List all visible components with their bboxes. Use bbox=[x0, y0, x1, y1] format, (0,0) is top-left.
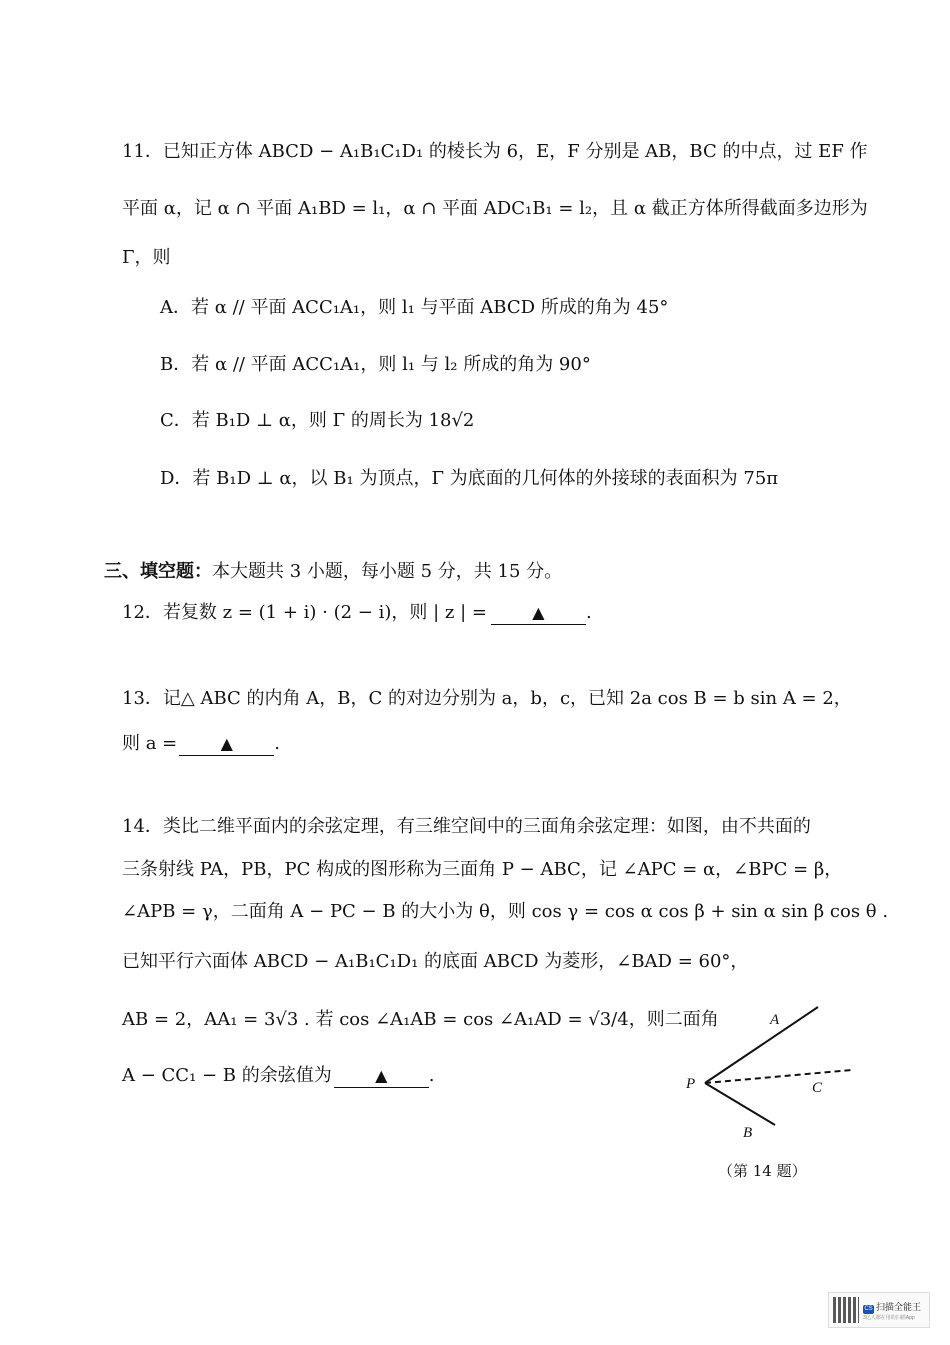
q13-line2 bbox=[122, 732, 280, 756]
section3-desc: 本大题共 3 小题，每小题 5 分，共 15 分。 bbox=[212, 561, 563, 582]
ray-pa bbox=[705, 1007, 818, 1083]
q14-end: . bbox=[428, 1065, 435, 1086]
figure-caption: （第 14 题） bbox=[718, 1162, 807, 1180]
q14-line1: 14．类比二维平面内的余弦定理，有三维空间中的三面角余弦定理：如图，由不共面的 bbox=[122, 816, 811, 837]
section3-heading: 三、填空题： bbox=[104, 561, 212, 582]
q14-line3: ∠APB = γ，二面角 A − PC − B 的大小为 θ，则 cos γ = cos α cos β + sin α sin β cos θ . bbox=[122, 901, 889, 922]
q14-prefix: A − CC₁ − B 的余弦值为 bbox=[122, 1065, 332, 1086]
section3-heading-line bbox=[104, 560, 562, 584]
q14-line5: AB = 2，AA₁ = 3√3 . 若 cos ∠A₁AB = cos ∠A₁AD = √3/4，则二面角 bbox=[122, 1009, 719, 1030]
q11-line1: 11．已知正方体 ABCD − A₁B₁C₁D₁ 的棱长为 6，E，F 分别是 AB，BC 的中点，过 EF 作 bbox=[122, 141, 868, 162]
watermark-logo: CS bbox=[864, 1305, 873, 1312]
q11-option-b: B．若 α // 平面 ACC₁A₁，则 l₁ 与 l₂ 所成的角为 90° bbox=[160, 354, 591, 375]
q14-line6 bbox=[122, 1064, 435, 1088]
q12-end: . bbox=[585, 602, 592, 623]
q14-line4: 已知平行六面体 ABCD − A₁B₁C₁D₁ 的底面 ABCD 为菱形，∠BAD = 60°， bbox=[122, 951, 749, 972]
watermark-subtitle: 3亿人都在用的扫描App bbox=[863, 1314, 915, 1321]
watermark-brand-line bbox=[863, 1300, 921, 1314]
figure-label-p: P bbox=[686, 1076, 696, 1092]
q12-text: 12．若复数 z = (1 + i) · (2 − i)，则 | z | = bbox=[122, 602, 487, 623]
q12-line bbox=[122, 601, 592, 625]
figure-label-b: B bbox=[743, 1125, 753, 1141]
figure-label-c: C bbox=[812, 1080, 823, 1096]
q13-end: . bbox=[274, 733, 280, 754]
ray-pb bbox=[705, 1083, 775, 1125]
q11-option-d: D．若 B₁D ⊥ α，以 B₁ 为顶点，Γ 为底面的几何体的外接球的表面积为 75π bbox=[160, 468, 779, 489]
q11-option-c: C．若 B₁D ⊥ α，则 Γ 的周长为 18√2 bbox=[160, 410, 475, 431]
q13-line1: 13．记△ ABC 的内角 A，B，C 的对边分别为 a，b，c，已知 2a cos B = b sin A = 2， bbox=[122, 688, 852, 709]
ray-pc bbox=[705, 1070, 852, 1083]
q11-line2: 平面 α，记 α ∩ 平面 A₁BD = l₁，α ∩ 平面 ADC₁B₁ = l₂，且 α 截正方体所得截面多边形为 bbox=[122, 198, 868, 219]
watermark-brand: 扫描全能王 bbox=[876, 1301, 922, 1312]
figure-label-a: A bbox=[770, 1012, 780, 1028]
q12-answer-blank: ▲ bbox=[491, 602, 586, 625]
qr-code-icon bbox=[833, 1297, 859, 1323]
q14-line2: 三条射线 PA，PB，PC 构成的图形称为三面角 P − ABC，记 ∠APC = α，∠BPC = β， bbox=[122, 859, 843, 880]
q11-option-a: A．若 α // 平面 ACC₁A₁，则 l₁ 与平面 ABCD 所成的角为 45° bbox=[160, 297, 669, 318]
q13-prefix: 则 a = bbox=[122, 733, 178, 754]
q13-answer-blank: ▲ bbox=[179, 733, 274, 756]
q14-answer-blank: ▲ bbox=[334, 1065, 429, 1088]
q11-line3: Γ，则 bbox=[122, 247, 171, 268]
scanner-watermark bbox=[828, 1292, 930, 1328]
